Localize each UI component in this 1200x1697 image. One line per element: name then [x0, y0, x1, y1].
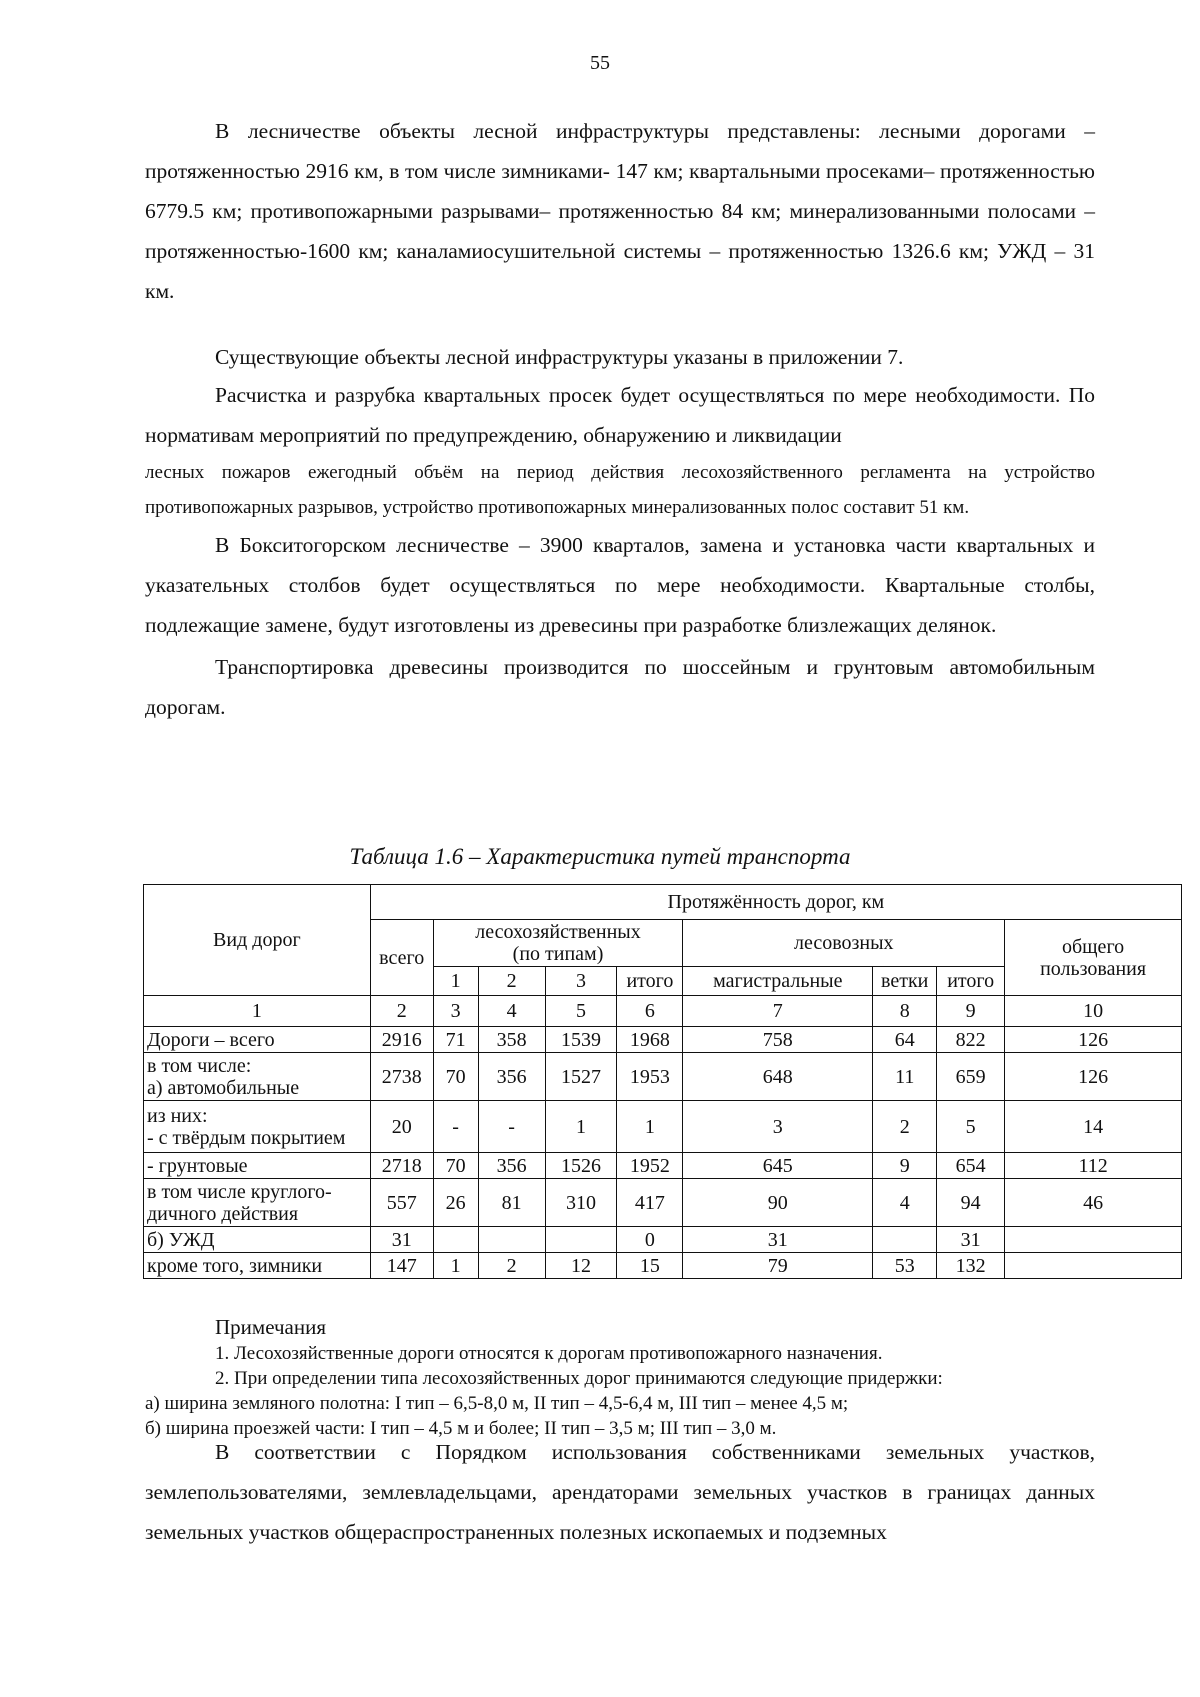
notes-title: Примечания	[215, 1315, 327, 1339]
col-number: 9	[937, 996, 1005, 1027]
table-cell: 3	[683, 1101, 873, 1153]
col-number: 2	[370, 996, 433, 1027]
table-cell	[873, 1227, 937, 1253]
row-label	[144, 1153, 371, 1179]
row-label-line: в том числе:	[147, 1054, 252, 1077]
paragraph-intro: В лесничестве объекты лесной инфраструктуры представлены: лесными дорогами – протяженностью 2916 км, в том числе зимниками- 147 км; квартальными просеками– протяженностью 6779.5 км; противопожарными разрывами– протяженностью 84 км; минерализованными полосами –протяженностью-1600 км; каналамиосушительной системы – протяженностью 1326.6 км; УЖД – 31 км.	[145, 119, 1095, 303]
table-cell: 147	[370, 1253, 433, 1279]
header-total: всего	[370, 920, 433, 996]
clearing-section	[145, 375, 1095, 727]
table-cell	[433, 1227, 478, 1253]
table-cell: 26	[433, 1179, 478, 1227]
table-cell: 2	[873, 1101, 937, 1153]
table-cell: 1	[617, 1101, 683, 1153]
table-cell: 64	[873, 1027, 937, 1053]
table-row	[144, 1253, 1182, 1279]
table-cell: 1968	[617, 1027, 683, 1053]
table-cell: 132	[937, 1253, 1005, 1279]
header-logging: лесовозных	[683, 920, 1005, 967]
table-cell: 20	[370, 1101, 433, 1153]
row-label-line: б) УЖД	[147, 1228, 215, 1251]
col-number: 1	[144, 996, 371, 1027]
table-cell: 31	[370, 1227, 433, 1253]
row-label-line: Дороги – всего	[147, 1028, 275, 1051]
transport-roads-table	[143, 884, 1182, 1279]
table-cell: 758	[683, 1027, 873, 1053]
table-cell: 645	[683, 1153, 873, 1179]
col-number: 7	[683, 996, 873, 1027]
table-row	[144, 1027, 1182, 1053]
table-cell: 31	[683, 1227, 873, 1253]
table-cell: -	[433, 1101, 478, 1153]
header-branches: ветки	[873, 967, 937, 996]
table-cell: 9	[873, 1153, 937, 1179]
paragraph-boksitogorsk: В Бокситогорском лесничестве – 3900 кварталов, замена и установка части квартальных и указательных столбов будет осуществляться по мере необходимости. Квартальные столбы, подлежащие замене, будут изготовлены из древесины при разработке близлежащих делянок.	[145, 533, 1095, 637]
table-cell: 4	[873, 1179, 937, 1227]
table-cell: 11	[873, 1053, 937, 1101]
col-number: 4	[478, 996, 545, 1027]
table-cell: 1539	[545, 1027, 617, 1053]
table-cell: 417	[617, 1179, 683, 1227]
table-cell	[1005, 1253, 1182, 1279]
header-forestry	[433, 920, 683, 967]
col-number: 3	[433, 996, 478, 1027]
row-label	[144, 1227, 371, 1253]
row-label-line: в том числе круглого-	[147, 1180, 332, 1203]
table-cell: 112	[1005, 1153, 1182, 1179]
table-cell	[545, 1227, 617, 1253]
table-cell: 2718	[370, 1153, 433, 1179]
col-number: 10	[1005, 996, 1182, 1027]
table-cell: 1952	[617, 1153, 683, 1179]
table-cell: 648	[683, 1053, 873, 1101]
table-cell: 15	[617, 1253, 683, 1279]
table-row	[144, 1227, 1182, 1253]
paragraph-last: В соответствии с Порядком использования собственниками земельных участков, землепользователями, землевладельцами, арендаторами земельных участков в границах данных земельных участков общераспространенных полезных ископаемых и подземных	[145, 1440, 1095, 1544]
table-cell: 2738	[370, 1053, 433, 1101]
paragraph-clearing: Расчистка и разрубка квартальных просек будет осуществляться по мере необходимости. По нормативам мероприятий по предупреждению, обнаружению и ликвидации	[145, 383, 1095, 447]
table-cell	[478, 1227, 545, 1253]
table-row	[144, 1053, 1182, 1101]
row-label-line: - грунтовые	[147, 1154, 248, 1177]
table-cell: 71	[433, 1027, 478, 1053]
table-cell: 46	[1005, 1179, 1182, 1227]
note-item: 2. При определении типа лесохозяйственных дорог принимаются следующие придержки:	[215, 1368, 943, 1389]
table-cell: 2916	[370, 1027, 433, 1053]
header-length: Протяжённость дорог, км	[370, 885, 1181, 920]
table-cell: 70	[433, 1053, 478, 1101]
col-number: 6	[617, 996, 683, 1027]
note-item: б) ширина проезжей части: I тип – 4,5 м и более; II тип – 3,5 м; III тип – 3,0 м.	[145, 1418, 777, 1439]
table-caption: Таблица 1.6 – Характеристика путей транспорта	[349, 844, 851, 869]
table-cell: 1953	[617, 1053, 683, 1101]
table-cell: 1527	[545, 1053, 617, 1101]
table-cell: 12	[545, 1253, 617, 1279]
paragraph-clearing-cont: лесных пожаров ежегодный объём на период действия лесохозяйственного регламента на устройство противопожарных разрывов, устройство противопожарных минерализованных полос составит 51 км.	[145, 462, 1095, 518]
header-main-roads: магистральные	[683, 967, 873, 996]
table-cell: 53	[873, 1253, 937, 1279]
table-cell: 81	[478, 1179, 545, 1227]
notes-section	[145, 1315, 1095, 1441]
row-label-line: кроме того, зимники	[147, 1254, 323, 1277]
table-cell: 356	[478, 1153, 545, 1179]
table-cell: 94	[937, 1179, 1005, 1227]
table-cell: 126	[1005, 1053, 1182, 1101]
note-item: а) ширина земляного полотна: I тип – 6,5-8,0 м, II тип – 4,5-6,4 м, III тип – менее 4,5 м;	[145, 1393, 849, 1414]
table-cell: 14	[1005, 1101, 1182, 1153]
table-cell: 557	[370, 1179, 433, 1227]
header-type-1: 1	[433, 967, 478, 996]
page-number: 55	[590, 52, 610, 74]
row-label	[144, 1101, 371, 1153]
col-number: 5	[545, 996, 617, 1027]
table-cell: 90	[683, 1179, 873, 1227]
existing-section	[145, 337, 1095, 377]
header-forestry-sub: (по типам)	[512, 943, 604, 965]
intro-section	[145, 111, 1095, 311]
table-row	[144, 1179, 1182, 1227]
header-logging-total: итого	[937, 967, 1005, 996]
table-cell: 654	[937, 1153, 1005, 1179]
col-number: 8	[873, 996, 937, 1027]
table-row	[144, 1153, 1182, 1179]
table-cell: 79	[683, 1253, 873, 1279]
table-cell: 659	[937, 1053, 1005, 1101]
table-cell: 126	[1005, 1027, 1182, 1053]
table-cell: 358	[478, 1027, 545, 1053]
header-forestry-total: итого	[617, 967, 683, 996]
table-cell: -	[478, 1101, 545, 1153]
paragraph-transport: Транспортировка древесины производится по шоссейным и грунтовым автомобильным дорогам.	[145, 655, 1095, 719]
paragraph-existing: Существующие объекты лесной инфраструктуры указаны в приложении 7.	[215, 345, 904, 369]
row-label	[144, 1179, 371, 1227]
table-cell: 31	[937, 1227, 1005, 1253]
table-cell: 2	[478, 1253, 545, 1279]
table-cell	[1005, 1227, 1182, 1253]
row-label	[144, 1053, 371, 1101]
table-cell: 356	[478, 1053, 545, 1101]
table-body	[144, 1027, 1182, 1279]
note-item: 1. Лесохозяйственные дороги относятся к дорогам противопожарного назначения.	[215, 1343, 883, 1364]
row-label-line: дичного действия	[147, 1202, 299, 1225]
row-label-line: - с твёрдым покрытием	[147, 1126, 346, 1149]
header-forestry-label: лесохозяйственных	[475, 921, 641, 943]
table-cell: 822	[937, 1027, 1005, 1053]
row-label-line: из них:	[147, 1104, 208, 1127]
table-cell: 0	[617, 1227, 683, 1253]
row-label-line: а) автомобильные	[147, 1076, 300, 1099]
table-row	[144, 1101, 1182, 1153]
table-cell: 5	[937, 1101, 1005, 1153]
header-road-type: Вид дорог	[144, 885, 371, 996]
table-cell: 310	[545, 1179, 617, 1227]
table-cell: 1	[545, 1101, 617, 1153]
last-section	[145, 1432, 1095, 1552]
header-type-3: 3	[545, 967, 617, 996]
row-label	[144, 1027, 371, 1053]
table-cell: 1526	[545, 1153, 617, 1179]
header-type-2: 2	[478, 967, 545, 996]
row-label	[144, 1253, 371, 1279]
table-cell: 1	[433, 1253, 478, 1279]
table-cell: 70	[433, 1153, 478, 1179]
header-public: общего пользования	[1005, 920, 1182, 996]
